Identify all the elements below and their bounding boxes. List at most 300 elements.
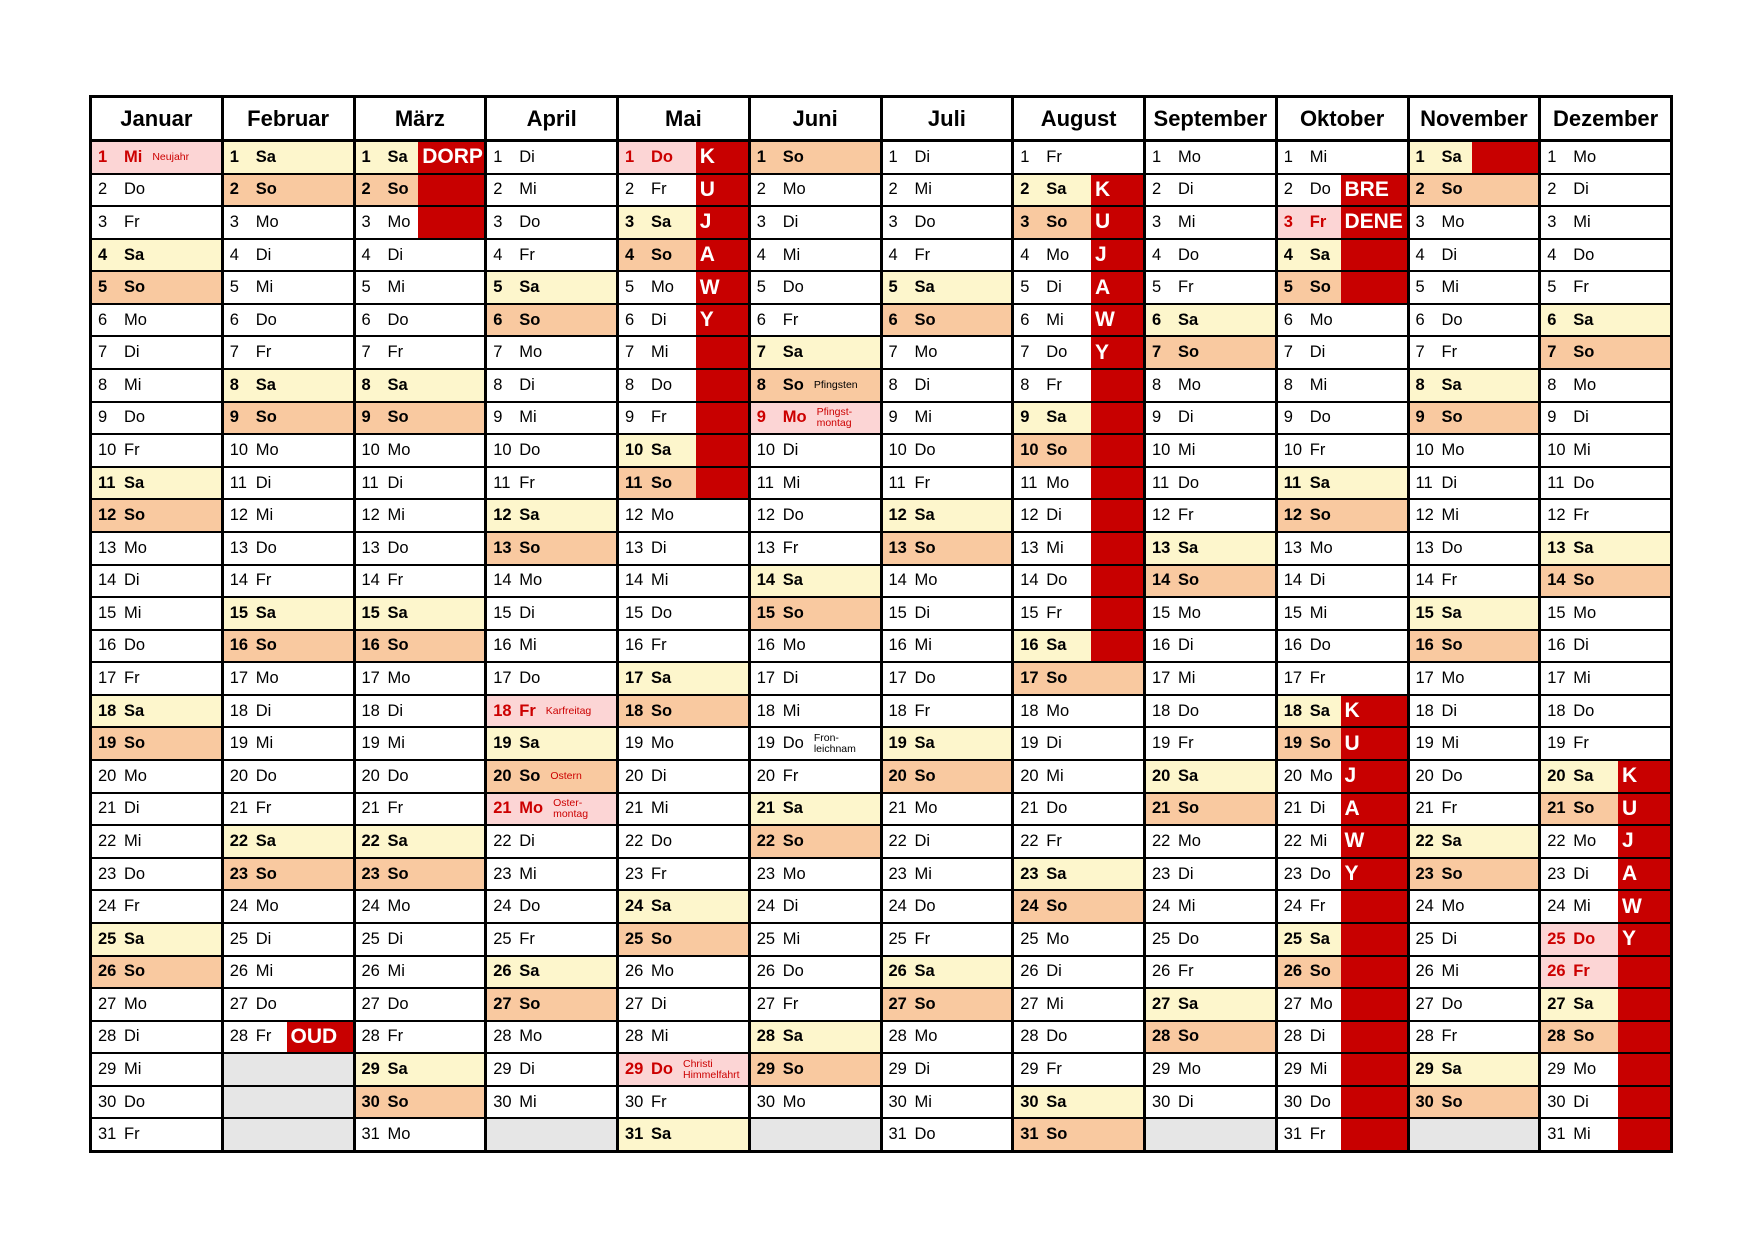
day-cell-mar-2: [356, 175, 485, 206]
weekday-label: Sa: [1309, 245, 1330, 264]
trip-marker: A: [1618, 859, 1670, 890]
day-cell-jul-14: [883, 566, 1012, 597]
weekday-label: Di: [1441, 929, 1458, 948]
day-number: 16: [98, 636, 117, 655]
weekday-label: So: [255, 180, 277, 199]
day-cell-okt-7: [1278, 337, 1407, 368]
weekday-label: Mo: [1573, 375, 1597, 394]
day-number: 16: [888, 636, 907, 655]
weekday-label: Di: [255, 473, 272, 492]
month-header-jan: Januar: [92, 98, 221, 140]
day-number: 18: [1415, 701, 1434, 720]
weekday-label: Mo: [1309, 310, 1333, 329]
day-cell-sep-7: [1146, 337, 1275, 368]
day-number: 26: [229, 962, 249, 981]
holiday-note: Neujahr: [152, 150, 190, 163]
day-number: 21: [1020, 799, 1039, 818]
day-cell-nov-20: [1410, 761, 1539, 792]
day-number: 16: [229, 636, 249, 655]
day-number: 11: [98, 473, 116, 492]
day-cell-jan-13: [92, 533, 221, 564]
day-number: 24: [1152, 897, 1171, 916]
day-number: 19: [888, 734, 907, 753]
weekday-label: Mo: [1309, 994, 1333, 1013]
weekday-label: Fr: [255, 343, 272, 362]
day-number: 11: [1415, 473, 1433, 492]
weekday-label: Di: [387, 929, 404, 948]
day-number: 15: [625, 603, 644, 622]
day-number: 20: [1020, 766, 1039, 785]
weekday-label: So: [387, 636, 409, 655]
weekday-label: Mo: [519, 799, 544, 818]
day-cell-okt-27: [1278, 989, 1407, 1020]
weekday-label: Do: [1309, 408, 1331, 427]
weekday-label: Mo: [651, 278, 674, 297]
day-cell-feb-5: [224, 272, 353, 303]
weekday-label: Sa: [519, 962, 540, 981]
day-cell-dez-9: [1541, 403, 1670, 434]
day-cell-jun-5: [751, 272, 880, 303]
trip-marker: Y: [696, 305, 748, 336]
day-cell-jun-29: [751, 1054, 880, 1085]
weekday-label: Mo: [1046, 245, 1070, 264]
day-number: 23: [1415, 864, 1434, 883]
weekday-label: Mi: [1441, 734, 1459, 753]
trip-marker: J: [696, 207, 748, 238]
weekday-label: Fr: [1046, 603, 1062, 622]
day-number: 9: [361, 408, 371, 427]
weekday-label: Di: [1046, 506, 1062, 525]
day-cell-mar-17: [356, 663, 485, 694]
month-column-dez: [1541, 98, 1670, 1150]
day-cell-aug-29: [1014, 1054, 1143, 1085]
weekday-label: Di: [914, 831, 931, 850]
day-number: 7: [1152, 343, 1162, 362]
day-number: 29: [1547, 1060, 1566, 1079]
weekday-label: So: [387, 180, 409, 199]
day-cell-sep-6: [1146, 305, 1275, 336]
weekday-label: Di: [1309, 343, 1326, 362]
day-cell-apr-3: [487, 207, 616, 238]
day-cell-apr-7: [487, 337, 616, 368]
day-cell-aug-16: [1014, 631, 1143, 662]
day-number: 10: [1283, 441, 1303, 459]
day-number: 14: [1415, 571, 1434, 590]
day-cell-jan-23: [92, 859, 221, 890]
trip-marker: [696, 435, 748, 466]
weekday-label: Di: [387, 473, 404, 492]
weekday-label: Fr: [1046, 147, 1062, 166]
day-number: 28: [1283, 1027, 1303, 1046]
day-number: 28: [625, 1027, 644, 1046]
weekday-label: Sa: [651, 669, 672, 688]
day-cell-okt-28: [1278, 1022, 1407, 1053]
day-number: 17: [756, 669, 776, 688]
weekday-label: Sa: [1046, 180, 1067, 199]
day-cell-dez-12: [1541, 500, 1670, 531]
day-number: 17: [1152, 669, 1171, 688]
month-header-mai: Mai: [619, 98, 748, 140]
day-cell-nov-16: [1410, 631, 1539, 662]
holiday-note: Fron-leichnam: [813, 731, 856, 755]
day-number: 27: [888, 994, 907, 1013]
day-number: 20: [625, 766, 644, 785]
weekday-label: Mi: [255, 506, 274, 525]
day-cell-jan-15: [92, 598, 221, 629]
day-number: 4: [229, 245, 239, 264]
day-number: 25: [493, 929, 512, 948]
day-number: 10: [1020, 441, 1039, 459]
day-cell-aug-3: [1014, 207, 1143, 238]
day-cell-mai-10: [619, 435, 748, 466]
day-number: 28: [756, 1027, 776, 1046]
weekday-label: Mo: [914, 1027, 938, 1046]
day-cell-jun-23: [751, 859, 880, 890]
day-number: 20: [756, 766, 776, 785]
day-cell-dez-11: [1541, 468, 1670, 499]
day-cell-okt-24: [1278, 891, 1407, 922]
day-number: 29: [625, 1060, 644, 1079]
day-cell-jun-25: [751, 924, 880, 955]
day-cell-jan-25: [92, 924, 221, 955]
day-cell-feb-11: [224, 468, 353, 499]
day-cell-aug-9: [1014, 403, 1143, 434]
day-number: 31: [361, 1125, 380, 1144]
weekday-label: Sa: [651, 1125, 672, 1144]
day-number: 1: [98, 147, 108, 166]
day-cell-jun-1: [751, 142, 880, 173]
weekday-label: Mi: [914, 864, 932, 883]
weekday-label: Mo: [1441, 441, 1465, 459]
day-cell-jan-26: [92, 957, 221, 988]
day-number: 15: [1020, 603, 1039, 622]
weekday-label: Do: [914, 212, 936, 231]
day-cell-okt-5: [1278, 272, 1407, 303]
day-cell-apr-27: [487, 989, 616, 1020]
day-number: 24: [1283, 897, 1303, 916]
weekday-label: Mo: [782, 408, 807, 427]
weekday-label: Mo: [1046, 473, 1070, 492]
day-number: 2: [229, 180, 239, 199]
day-cell-jun-17: [751, 663, 880, 694]
weekday-label: Sa: [255, 603, 276, 622]
day-number: 25: [229, 929, 249, 948]
day-cell-jan-11: [92, 468, 221, 499]
day-number: 27: [1152, 994, 1171, 1013]
day-cell-apr-11: [487, 468, 616, 499]
trip-marker: OUD: [287, 1022, 353, 1053]
weekday-label: Di: [1309, 1027, 1326, 1046]
day-number: 1: [625, 147, 635, 166]
weekday-label: Mi: [387, 278, 405, 297]
day-cell-mai-2: [619, 175, 748, 206]
day-cell-mar-27: [356, 989, 485, 1020]
day-cell-sep-9: [1146, 403, 1275, 434]
weekday-label: Mo: [1573, 603, 1597, 622]
day-number: 2: [1283, 180, 1293, 199]
day-cell-aug-21: [1014, 794, 1143, 825]
weekday-label: Mo: [255, 897, 279, 916]
weekday-label: Do: [1046, 571, 1068, 590]
weekday-label: Mo: [1573, 1060, 1597, 1079]
month-header-aug: August: [1014, 98, 1143, 140]
day-cell-nov-29: [1410, 1054, 1539, 1085]
weekday-label: Mi: [782, 701, 801, 720]
day-number: 8: [756, 375, 766, 394]
day-number: 18: [1283, 701, 1303, 720]
weekday-label: Sa: [782, 571, 803, 590]
day-cell-aug-24: [1014, 891, 1143, 922]
weekday-label: Mi: [1309, 147, 1328, 166]
day-cell-jun-10: [751, 435, 880, 466]
day-number: 11: [625, 473, 643, 492]
weekday-label: Mo: [255, 669, 279, 688]
weekday-label: Mi: [1046, 310, 1064, 329]
day-cell-jun-14: [751, 566, 880, 597]
weekday-label: Di: [1046, 962, 1062, 981]
trip-marker: [1472, 142, 1538, 173]
day-cell-okt-8: [1278, 370, 1407, 401]
weekday-label: Di: [519, 375, 535, 394]
day-cell-nov-28: [1410, 1022, 1539, 1053]
day-cell-sep-19: [1146, 728, 1275, 759]
day-number: 13: [98, 538, 117, 557]
weekday-label: So: [1046, 1125, 1068, 1144]
trip-marker: W: [1618, 891, 1670, 922]
weekday-label: Fr: [1441, 571, 1458, 590]
weekday-label: Mi: [519, 1092, 537, 1111]
weekday-label: So: [1309, 734, 1331, 753]
day-number: 9: [756, 408, 766, 427]
day-cell-mai-22: [619, 826, 748, 857]
day-cell-jul-27: [883, 989, 1012, 1020]
day-number: 7: [361, 343, 371, 362]
weekday-label: Di: [914, 147, 931, 166]
trip-marker: [1091, 468, 1143, 499]
day-number: 12: [756, 506, 776, 525]
trip-marker: [696, 337, 748, 368]
day-number: 5: [1415, 278, 1425, 297]
day-cell-sep-28: [1146, 1022, 1275, 1053]
weekday-label: Sa: [1178, 538, 1199, 557]
weekday-label: Fr: [387, 343, 404, 362]
day-number: 1: [1152, 147, 1162, 166]
weekday-label: So: [1441, 636, 1463, 655]
day-cell-jun-21: [751, 794, 880, 825]
day-cell-mai-7: [619, 337, 748, 368]
weekday-label: So: [1441, 864, 1463, 883]
weekday-label: Mi: [1178, 441, 1196, 459]
day-cell-feb-26: [224, 957, 353, 988]
weekday-label: Di: [1046, 734, 1062, 753]
weekday-label: Do: [387, 766, 409, 785]
weekday-label: Mo: [1178, 1060, 1201, 1079]
day-number: 21: [888, 799, 907, 818]
day-number: 28: [888, 1027, 907, 1046]
weekday-label: Di: [124, 799, 140, 818]
day-cell-aug-17: [1014, 663, 1143, 694]
day-cell-nov-27: [1410, 989, 1539, 1020]
weekday-label: Fr: [1046, 375, 1062, 394]
day-cell-jul-5: [883, 272, 1012, 303]
day-number: 20: [1547, 766, 1566, 785]
weekday-label: Do: [519, 897, 541, 916]
empty-day-cell: [1410, 1119, 1539, 1150]
day-number: 1: [229, 147, 239, 166]
day-cell-sep-29: [1146, 1054, 1275, 1085]
day-number: 10: [229, 441, 249, 459]
day-number: 15: [756, 603, 776, 622]
trip-marker: U: [1341, 728, 1407, 759]
weekday-label: Mi: [1309, 1060, 1328, 1079]
weekday-label: Mo: [782, 1092, 806, 1111]
day-cell-jun-30: [751, 1087, 880, 1118]
weekday-label: Di: [651, 766, 667, 785]
day-number: 18: [1152, 701, 1171, 720]
day-number: 11: [493, 473, 511, 492]
trip-marker: [1341, 924, 1407, 955]
weekday-label: Fr: [1309, 1125, 1326, 1144]
weekday-label: Do: [782, 962, 804, 981]
day-number: 13: [1020, 538, 1039, 557]
day-number: 30: [1152, 1092, 1171, 1111]
day-cell-jul-23: [883, 859, 1012, 890]
weekday-label: Fr: [387, 571, 404, 590]
day-number: 20: [888, 766, 907, 785]
trip-marker: [1618, 1087, 1670, 1118]
day-number: 16: [1020, 636, 1039, 655]
weekday-label: So: [1309, 278, 1331, 297]
month-column-nov: [1410, 98, 1539, 1150]
day-cell-jul-21: [883, 794, 1012, 825]
weekday-label: Mo: [387, 441, 411, 459]
day-number: 12: [625, 506, 644, 525]
day-number: 9: [1020, 408, 1030, 427]
weekday-label: Mi: [124, 1060, 142, 1079]
day-cell-mai-31: [619, 1119, 748, 1150]
day-cell-jun-27: [751, 989, 880, 1020]
day-cell-okt-14: [1278, 566, 1407, 597]
trip-marker: [1341, 272, 1407, 303]
day-number: 3: [888, 212, 898, 231]
day-cell-dez-21: [1541, 794, 1670, 825]
day-number: 1: [493, 147, 503, 166]
weekday-label: Di: [1178, 1092, 1194, 1111]
day-cell-feb-10: [224, 435, 353, 466]
weekday-label: Fr: [782, 766, 799, 785]
day-cell-aug-28: [1014, 1022, 1143, 1053]
day-number: 22: [493, 831, 512, 850]
day-number: 7: [1283, 343, 1293, 362]
weekday-label: Do: [914, 897, 936, 916]
day-cell-mar-14: [356, 566, 485, 597]
weekday-label: Mi: [651, 343, 669, 362]
day-cell-okt-1: [1278, 142, 1407, 173]
day-cell-feb-16: [224, 631, 353, 662]
day-number: 18: [361, 701, 380, 720]
day-number: 31: [888, 1125, 907, 1144]
day-cell-okt-6: [1278, 305, 1407, 336]
day-number: 8: [1020, 375, 1030, 394]
day-cell-jul-11: [883, 468, 1012, 499]
weekday-label: Fr: [519, 473, 535, 492]
day-cell-okt-29: [1278, 1054, 1407, 1085]
weekday-label: So: [782, 831, 804, 850]
day-cell-nov-25: [1410, 924, 1539, 955]
trip-marker: [696, 403, 748, 434]
day-number: 3: [493, 212, 503, 231]
weekday-label: Do: [1178, 473, 1200, 492]
day-number: 9: [1547, 408, 1557, 427]
day-number: 9: [625, 408, 635, 427]
day-number: 29: [1020, 1060, 1039, 1079]
day-number: 25: [625, 929, 644, 948]
day-number: 1: [1020, 147, 1030, 166]
day-number: 4: [1547, 245, 1557, 264]
day-cell-apr-10: [487, 435, 616, 466]
weekday-label: Fr: [914, 245, 931, 264]
day-number: 10: [98, 441, 117, 459]
weekday-label: Mo: [124, 538, 147, 557]
day-cell-mai-28: [619, 1022, 748, 1053]
day-number: 5: [888, 278, 898, 297]
day-cell-dez-28: [1541, 1022, 1670, 1053]
trip-marker: [1091, 631, 1143, 662]
weekday-label: Mo: [1046, 929, 1070, 948]
day-cell-feb-21: [224, 794, 353, 825]
day-cell-feb-1: [224, 142, 353, 173]
weekday-label: So: [782, 603, 804, 622]
day-cell-jun-2: [751, 175, 880, 206]
day-cell-mai-12: [619, 500, 748, 531]
weekday-label: Fr: [651, 1092, 667, 1111]
day-number: 23: [98, 864, 117, 883]
day-cell-jul-15: [883, 598, 1012, 629]
day-number: 22: [361, 831, 380, 850]
day-number: 14: [756, 571, 776, 590]
day-number: 27: [625, 994, 644, 1013]
weekday-label: So: [1309, 962, 1331, 981]
day-number: 18: [1020, 701, 1039, 720]
weekday-label: Di: [1573, 636, 1589, 655]
day-cell-aug-13: [1014, 533, 1143, 564]
weekday-label: Fr: [1441, 799, 1458, 818]
day-cell-jun-4: [751, 240, 880, 271]
day-number: 13: [1547, 538, 1566, 557]
day-cell-mai-14: [619, 566, 748, 597]
weekday-label: Di: [387, 245, 404, 264]
weekday-label: Mi: [1046, 994, 1064, 1013]
day-cell-nov-18: [1410, 696, 1539, 727]
day-number: 18: [98, 701, 117, 720]
day-number: 25: [1020, 929, 1039, 948]
trip-marker: Y: [1091, 337, 1143, 368]
day-cell-apr-12: [487, 500, 616, 531]
day-cell-aug-23: [1014, 859, 1143, 890]
day-number: 12: [361, 506, 380, 525]
day-number: 29: [1283, 1060, 1303, 1079]
day-cell-apr-18: [487, 696, 616, 727]
weekday-label: Do: [782, 506, 804, 525]
day-number: 9: [493, 408, 503, 427]
day-number: 5: [493, 278, 503, 297]
day-cell-jul-16: [883, 631, 1012, 662]
weekday-label: Fr: [914, 929, 931, 948]
weekday-label: Mo: [651, 962, 674, 981]
day-cell-sep-23: [1146, 859, 1275, 890]
day-cell-apr-14: [487, 566, 616, 597]
day-number: 16: [1415, 636, 1434, 655]
